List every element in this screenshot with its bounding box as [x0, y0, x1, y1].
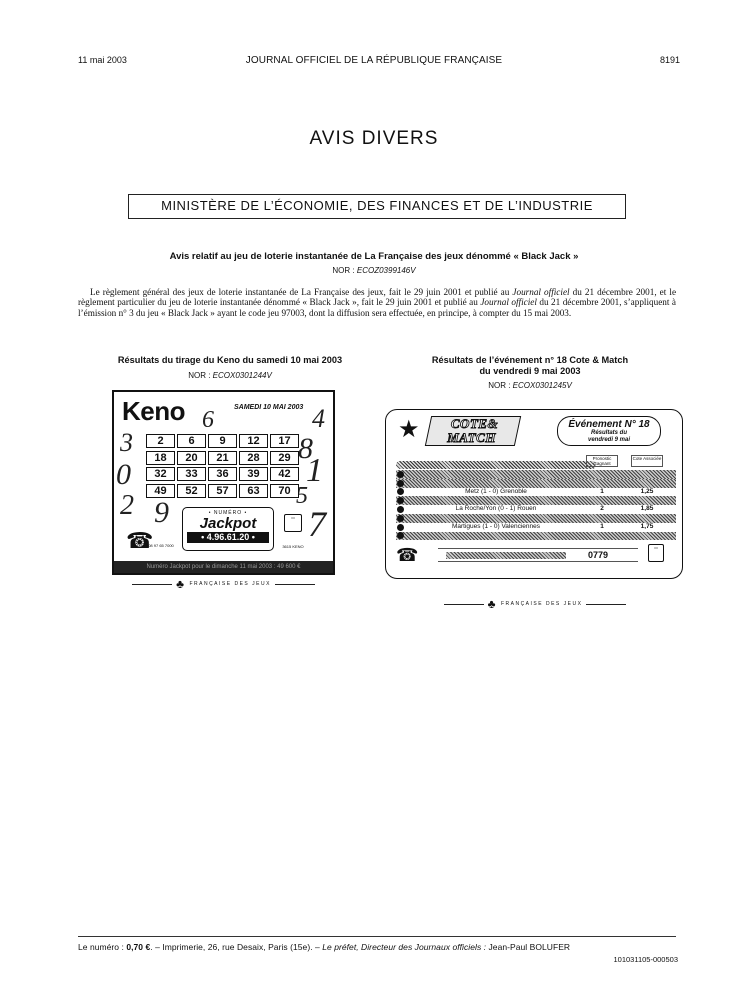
- phone-icon: ☎: [396, 545, 419, 565]
- deco-digit: 3: [120, 428, 133, 457]
- keno-number: 28: [239, 451, 268, 465]
- keno-number: 20: [177, 451, 206, 465]
- cote-match-logo: [425, 416, 521, 446]
- cote-value: 1,85: [640, 505, 654, 513]
- match-result: Martigues (1 - 0) Valenciennes: [451, 522, 541, 530]
- table-row: [396, 470, 676, 479]
- prono-value: 2: [600, 505, 604, 513]
- clover-icon: ♣: [487, 597, 497, 611]
- header-band: [396, 461, 596, 469]
- footer-code: 101031105-000503: [613, 955, 678, 964]
- col-cote: Cote Associée: [631, 455, 663, 467]
- deco-digit: 4: [312, 404, 325, 433]
- col-pronostic: Pronostic Gagnant: [586, 455, 618, 467]
- brand-rule: [275, 584, 315, 585]
- row-bullet: [397, 515, 404, 522]
- director-name: Jean-Paul BOLUFER: [486, 942, 571, 952]
- cote-match-brand: [385, 598, 685, 610]
- nor-code: ECOX0301244V: [212, 371, 272, 380]
- footer-rule: [78, 936, 676, 937]
- keno-number: 29: [270, 451, 299, 465]
- body-part-2: du 21 décembre 2001, et le règlement particulier du jeu de loterie instantanée dénommé « Black Jack », fait le 29 juin 2001 et publié au: [78, 287, 677, 308]
- footer-imprint: [78, 942, 676, 952]
- journal-title: JOURNAL OFFICIEL DE LA RÉPUBLIQUE FRANÇAISE: [245, 55, 503, 66]
- row-bullet: [397, 488, 404, 495]
- deco-digit: 1: [306, 452, 323, 489]
- keno-number-grid: [146, 434, 299, 498]
- keno-number: 52: [177, 484, 206, 498]
- body-part-1: Le règlement général des jeux de loterie instantanée de La Française des jeux, fait le 29 juin 2001 et publié au: [90, 287, 513, 297]
- cote-match-ticket: [385, 409, 683, 579]
- row-bullet: [397, 532, 404, 539]
- row-bullet: [397, 480, 404, 487]
- keno-number: 39: [239, 467, 268, 481]
- match-result: Metz (1 - 0) Grenoble: [465, 487, 527, 495]
- section-title: AVIS DIVERS: [309, 128, 439, 149]
- cote-value: 1,25: [640, 487, 654, 495]
- brand-name: FRANÇAISE DES JEUX: [500, 601, 583, 607]
- keno-number: 6: [177, 434, 206, 448]
- keno-draw-date: SAMEDI 10 MAI 2003: [234, 404, 304, 411]
- phone-icon: ☎: [126, 528, 154, 553]
- match-result: La Roche/Yon (0 - 1) Rouen: [455, 505, 537, 513]
- brand-rule: [586, 604, 626, 605]
- deco-digit: 6: [202, 407, 214, 433]
- deco-digit: 9: [154, 496, 169, 529]
- notice-nor: [0, 266, 748, 275]
- title-line-1: Résultats de l’événement n° 18 Cote & Match: [431, 355, 629, 365]
- table-row: [396, 532, 676, 541]
- cote-match-results-title: [380, 355, 680, 376]
- ticket-code: 0779: [588, 550, 609, 560]
- event-badge: [557, 416, 661, 446]
- printer: . – Imprimerie, 26, rue Desaix, Paris (15e). –: [150, 942, 323, 952]
- table-row: [396, 514, 676, 523]
- brand-rule: [132, 584, 172, 585]
- keno-jackpot-banner: Numéro Jackpot pour le dimanche 11 mai 2003 : 49 600 €: [114, 561, 333, 573]
- logo-line-2: MATCH: [447, 429, 497, 445]
- header-date: 11 mai 2003: [78, 55, 127, 65]
- keno-brand: [112, 578, 335, 590]
- notice-body: [78, 287, 676, 318]
- row-bullet: [397, 524, 404, 531]
- event-subtitle-2: vendredi 9 mai: [587, 437, 631, 443]
- nor-label: NOR :: [488, 381, 511, 390]
- keno-number: 33: [177, 467, 206, 481]
- keno-results-title: Résultats du tirage du Keno du samedi 10 mai 2003: [117, 355, 343, 365]
- keno-number: 21: [208, 451, 237, 465]
- table-row: [396, 505, 676, 514]
- nor-label: NOR :: [188, 371, 211, 380]
- keno-number: 42: [270, 467, 299, 481]
- row-bullet: [397, 471, 404, 478]
- event-title: Événement N° 18: [568, 419, 650, 430]
- footer-band: [446, 552, 566, 559]
- jackpot-amount: • 4.96.61.20 •: [187, 532, 269, 543]
- cote-match-nor: [380, 381, 680, 390]
- table-row: [396, 479, 676, 488]
- event-subtitle-1: Résultats du: [590, 430, 627, 436]
- brand-name: FRANÇAISE DES JEUX: [189, 581, 271, 587]
- ticket-footer: [438, 548, 638, 562]
- keno-nor: [80, 371, 380, 380]
- nor-code: ECOX0301245V: [512, 381, 572, 390]
- journal-reference-2: Journal officiel: [480, 297, 537, 308]
- table-row: [396, 523, 676, 532]
- keno-number: 63: [239, 484, 268, 498]
- results-header: [396, 454, 676, 470]
- phone-caption: 08 97 65 7000: [148, 543, 174, 548]
- logo-line-1: COTE&: [450, 416, 499, 431]
- deco-digit: 2: [120, 490, 134, 521]
- results-table: [396, 454, 676, 540]
- prono-value: 1: [600, 487, 604, 495]
- prono-value: 1: [600, 522, 604, 530]
- brand-rule: [444, 604, 484, 605]
- keno-number: 49: [146, 484, 175, 498]
- ministry-box: MINISTÈRE DE L’ÉCONOMIE, DES FINANCES ET DE L’INDUSTRIE: [128, 194, 626, 219]
- body-part-3: du 21 décembre 2001, s’appliquent à l’émission n° 3 du jeu « Black Jack » ayant le code jeu 97003, dont la diffusion sera effectuée, en principe, à compter du 15 mai 2003.: [78, 297, 677, 318]
- keno-number: 17: [270, 434, 299, 448]
- deco-digit: 8: [298, 432, 313, 465]
- keno-number: 12: [239, 434, 268, 448]
- keno-logo: Keno: [122, 396, 185, 426]
- row-bullet: [397, 497, 404, 504]
- jackpot-word: Jackpot: [199, 515, 257, 532]
- keno-number: 70: [270, 484, 299, 498]
- table-row: [396, 488, 676, 497]
- nor-code: ECOZ0399146V: [356, 266, 416, 275]
- notice-title: Avis relatif au jeu de loterie instantanée de La Française des jeux dénommé « Black Jack »: [169, 251, 579, 262]
- price-label: Le numéro :: [78, 942, 124, 952]
- star-icon: ★: [398, 416, 420, 443]
- minitel-icon: ▭: [648, 544, 664, 562]
- keno-number: 9: [208, 434, 237, 448]
- nor-label: NOR :: [332, 266, 355, 275]
- cote-value: 1,75: [640, 522, 654, 530]
- deco-digit: 7: [308, 504, 326, 544]
- journal-reference-1: Journal officiel: [512, 287, 570, 297]
- clover-icon: ♣: [176, 577, 186, 591]
- jackpot-label: • NUMÉRO •: [208, 510, 248, 516]
- minitel-icon: ▭: [284, 514, 302, 532]
- keno-number: 36: [208, 467, 237, 481]
- deco-digit: 5: [296, 483, 308, 509]
- table-row: [396, 496, 676, 505]
- row-bullet: [397, 506, 404, 513]
- keno-number: 57: [208, 484, 237, 498]
- keno-number: 32: [146, 467, 175, 481]
- director-role: Le préfet, Directeur des Journaux officiels :: [322, 942, 487, 952]
- price: 0,70 €: [126, 942, 151, 952]
- keno-number: 18: [146, 451, 175, 465]
- deco-digit: 0: [116, 458, 131, 491]
- title-line-2: du vendredi 9 mai 2003: [479, 365, 581, 376]
- keno-number: 2: [146, 434, 175, 448]
- page-number: 8191: [659, 55, 680, 65]
- jackpot-panel: [182, 507, 274, 551]
- keno-ticket: [112, 390, 335, 575]
- minitel-caption: 3615 KENO: [282, 544, 304, 549]
